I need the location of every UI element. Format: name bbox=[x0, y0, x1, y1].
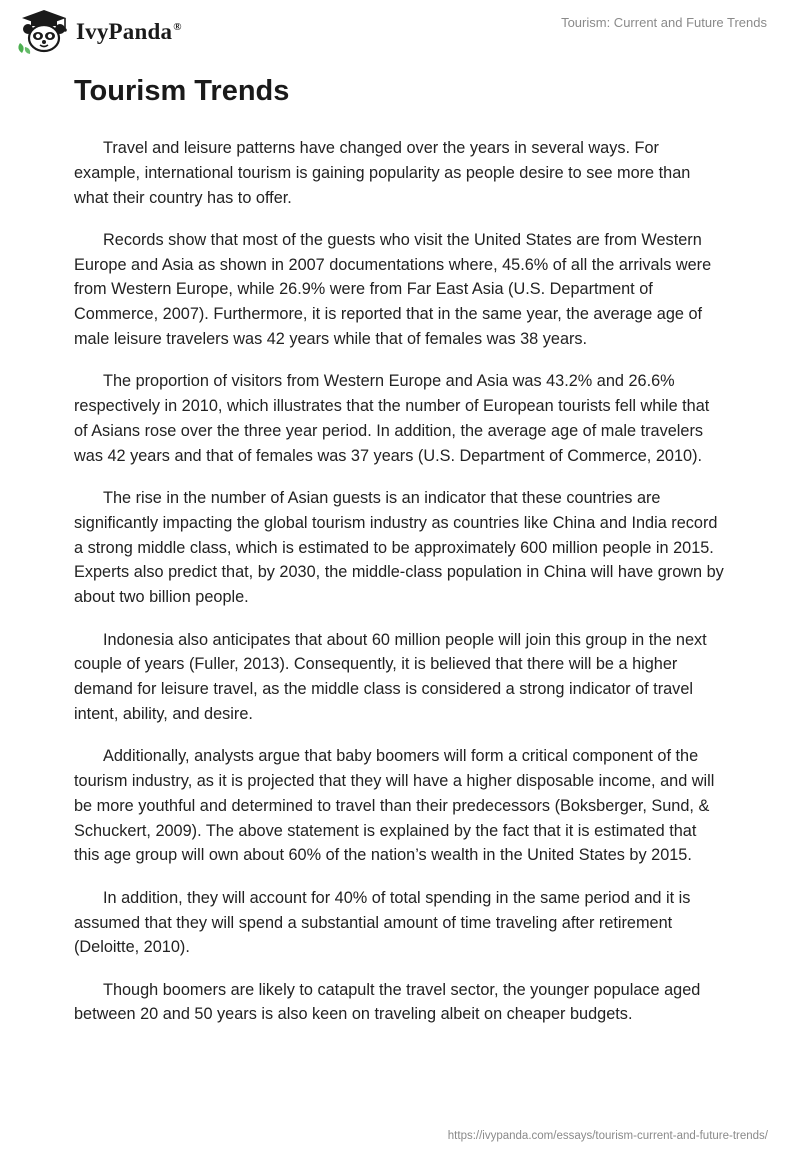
page-title: Tourism Trends bbox=[74, 75, 290, 107]
paragraph: Records show that most of the guests who visit the United States are from Western Europe and Asia as shown in 2007 documentations where, 45.6% of all the arrivals were from Western Europe, while 26.9% were from Far East Asia (U.S. Department of Commerce, 2007). Furthermore, it is reported that in the same year, the average age of male leisure travelers was 42 years while that of females was 38 years. bbox=[74, 230, 712, 349]
paragraph: In addition, they will account for 40% of total spending in the same period and it is assumed that they will spend a substantial amount of time traveling after retirement (Deloitte, 2010). bbox=[74, 888, 691, 957]
page-header bbox=[0, 0, 800, 70]
paragraph: Additionally, analysts argue that baby boomers will form a critical component of the tourism industry, as it is projected that they will have a higher disposable income, and will be more youthful and determined to travel than their predecessors (Boksberger, Sund, & Schuckert, 2009). The above statement is explained by the fact that it is estimated that this age group will own about 60% of the nation’s wealth in the United States by 2015. bbox=[74, 747, 715, 865]
paragraph: The proportion of visitors from Western Europe and Asia was 43.2% and 26.6% respectively in 2010, which illustrates that the number of European tourists fell while that of Asians rose over the three year period. In addition, the average age of male travelers was 42 years and that of females was 37 years (U.S. Department of Commerce, 2010). bbox=[74, 372, 710, 465]
ivypanda-logo[interactable] bbox=[14, 9, 182, 55]
document-title: Tourism: Current and Future Trends bbox=[561, 15, 767, 30]
source-url[interactable]: https://ivypanda.com/essays/tourism-current-and-future-trends/ bbox=[447, 1130, 768, 1142]
paragraph: The rise in the number of Asian guests is an indicator that these countries are significantly impacting the global tourism industry as countries like China and India record a strong middle class, which is estimated to be approximately 600 million people in 2015. Experts also predict that, by 2030, the middle-class population in China will have grown by about two billion people. bbox=[74, 489, 724, 607]
logo-text: IvyPanda® bbox=[76, 19, 182, 44]
article-body bbox=[74, 72, 726, 1045]
paragraph: Travel and leisure patterns have changed over the years in several ways. For example, international tourism is gaining popularity as people desire to see more than what their country has to offer. bbox=[74, 139, 691, 207]
panda-graduate-icon bbox=[14, 9, 72, 55]
paragraph: Though boomers are likely to catapult the travel sector, the younger populace aged between 20 and 50 years is also keen on traveling albeit on cheaper budgets. bbox=[74, 980, 701, 1024]
paragraph: Indonesia also anticipates that about 60 million people will join this group in the next couple of years (Fuller, 2013). Consequently, it is believed that there will be a higher demand for leisure travel, as the middle class is considered a strong indicator of travel intent, ability, and desire. bbox=[74, 630, 707, 723]
